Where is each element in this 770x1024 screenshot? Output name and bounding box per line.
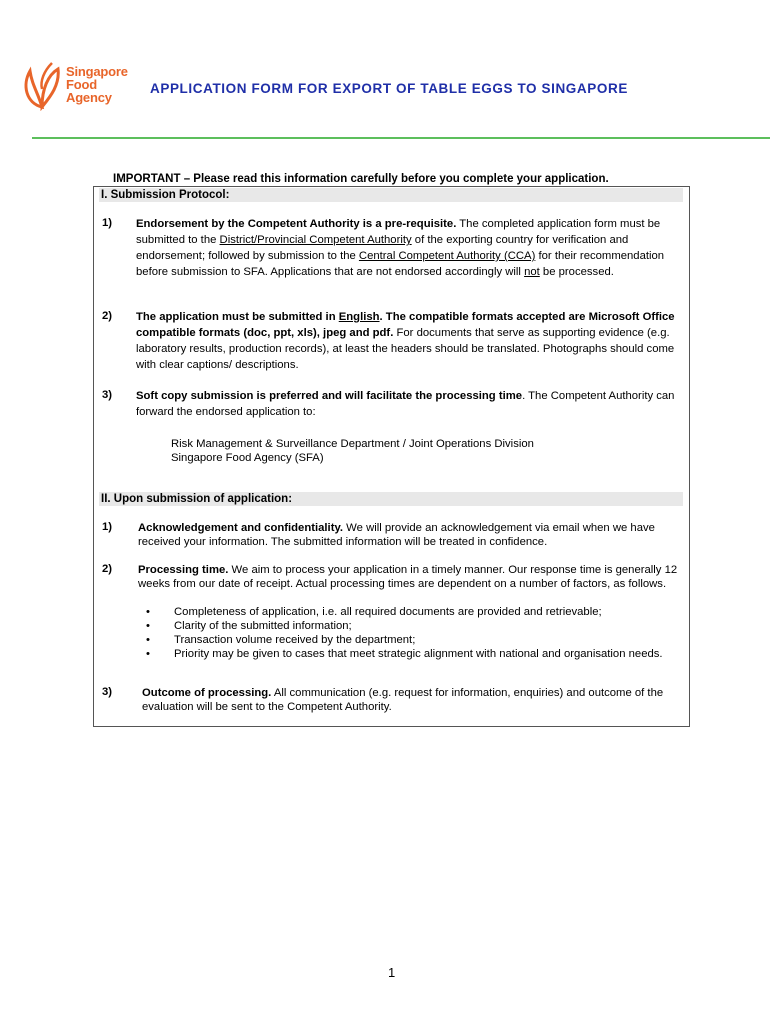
s2-item1-number: 1) (102, 521, 113, 533)
s1-item1-t3: for their recommendation before submission to SFA. Applications that are not endorsed accordingly will (136, 250, 665, 278)
s1-item2-number: 2) (102, 310, 113, 322)
s1-item1-u3: not (524, 266, 540, 278)
address-line1: Risk Management & Surveillance Department / Joint Operations Division (171, 438, 534, 450)
logo-line2: Food (66, 77, 97, 92)
info-box (93, 186, 690, 727)
logo-line3: Agency (66, 90, 112, 105)
s2-item3-bold: Outcome of processing. (142, 687, 272, 699)
s2-item3-t1: All communication (e.g. request for information, enquiries) and outcome of the evaluation will be sent to the Competent Authority. (142, 687, 664, 713)
s2-item1-t1: We will provide an acknowledgement via email when we have received your information. The submitted information will be treated in confidence. (138, 522, 655, 548)
s1-item1-number: 1) (102, 217, 113, 229)
sfa-logo (18, 55, 138, 125)
s1-item3-t1: . The Competent Authority can forward the endorsed application to: (136, 390, 675, 418)
s1-item3-text (136, 388, 681, 420)
s1-item1-bold: Endorsement by the Competent Authority is a pre-requisite. (136, 218, 457, 230)
s1-item2-text (136, 309, 681, 373)
s1-item3-bold: Soft copy submission is preferred and will facilitate the processing time (136, 390, 523, 402)
page-title: APPLICATION FORM FOR EXPORT OF TABLE EGGS TO SINGAPORE (150, 81, 628, 96)
section1-heading: I. Submission Protocol: (99, 188, 683, 202)
s1-item1-t2: of the exporting country for verification and endorsement; followed by submission to the (136, 234, 629, 262)
section2-heading: II. Upon submission of application: (99, 492, 683, 506)
sfa-leaf-icon (20, 59, 66, 111)
s1-item1-t4: be processed. (539, 266, 614, 278)
s2-item1-text (138, 521, 683, 549)
s2-item3-text (142, 686, 682, 714)
header-divider (32, 137, 770, 139)
s1-item1-text (136, 216, 681, 280)
s2-item2-bold: Processing time. (138, 564, 229, 576)
s1-item1-t1: The completed application form must be submitted to the (136, 218, 661, 246)
s1-item2-u1: English (338, 311, 380, 323)
s1-item2-bold2: . The compatible formats accepted are Microsoft Office compatible formats (doc, ppt, xls), jpeg and pdf. (136, 311, 675, 339)
s2-item2-text (138, 563, 683, 591)
important-notice: IMPORTANT – Please read this information carefully before you complete your application. (113, 173, 609, 185)
s1-item2-t1: For documents that serve as supporting evidence (e.g. laboratory results, production records), at least the headers should be translated. Photographs should come with clear captions/ descriptions. (136, 327, 675, 371)
processing-factors-list (146, 605, 666, 661)
page-number: 1 (388, 965, 396, 980)
s2-item2-number: 2) (102, 563, 113, 575)
s2-item2-t1: We aim to process your application in a timely manner. Our response time is generally 12 weeks from our date of receipt. Actual processing times are dependent on a number of factors, as follows. (138, 564, 678, 590)
s2-item3-number: 3) (102, 686, 113, 698)
address-line2: Singapore Food Agency (SFA) (171, 452, 324, 464)
s1-item2-bold1: The application must be submitted in (136, 311, 339, 323)
list-item: • Transaction volume received by the department; (146, 633, 666, 647)
s1-item1-u2: Central Competent Authority (CCA) (358, 250, 536, 262)
logo-line1: Singapore (66, 64, 128, 79)
s1-item3-number: 3) (102, 389, 113, 401)
list-item: • Clarity of the submitted information; (146, 619, 666, 633)
s2-item1-bold: Acknowledgement and confidentiality. (138, 522, 344, 534)
list-item: • Completeness of application, i.e. all required documents are provided and retrievable; (146, 605, 666, 619)
list-item: • Priority may be given to cases that meet strategic alignment with national and organisation needs. (146, 647, 666, 661)
s1-item1-u1: District/Provincial Competent Authority (219, 234, 412, 246)
